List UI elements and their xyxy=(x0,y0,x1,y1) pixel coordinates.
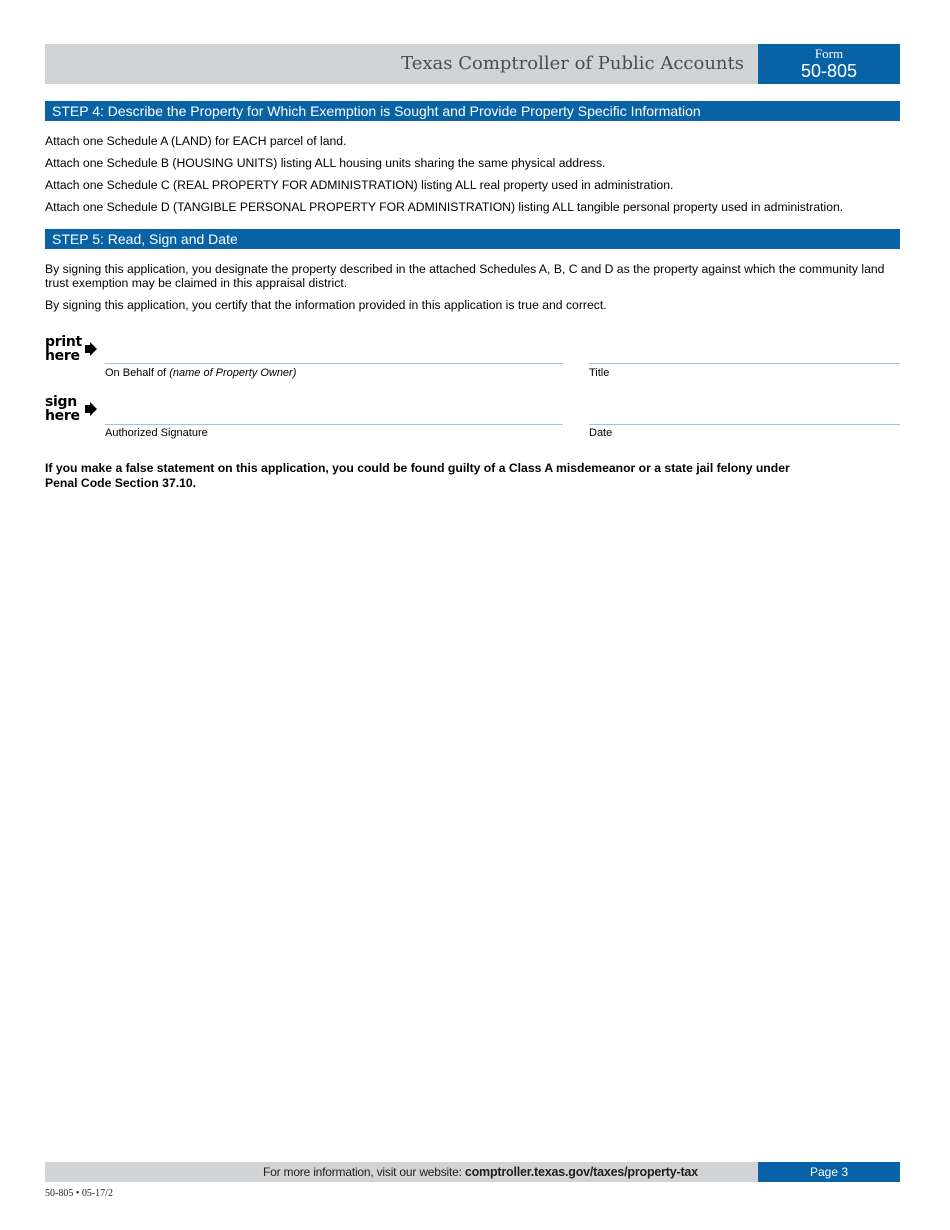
print-here-marker xyxy=(45,335,103,365)
property-owner-name-field[interactable] xyxy=(105,363,563,364)
schedule-a-instruction: Attach one Schedule A (LAND) for EACH parcel of land. xyxy=(45,134,347,148)
form-number: 50-805 xyxy=(800,61,858,81)
authorized-signature-field[interactable] xyxy=(105,424,563,425)
footer-info: For more information, visit our website: comptroller.texas.gov/taxes/property-tax xyxy=(263,1165,698,1179)
schedule-c-instruction: Attach one Schedule C (REAL PROPERTY FOR ADMINISTRATION) listing ALL real property used in administration. xyxy=(45,178,674,192)
form-number-box xyxy=(758,44,900,84)
title-label: Title xyxy=(589,367,610,379)
form-label: Form xyxy=(814,46,844,61)
page-number: Page 3 xyxy=(758,1162,900,1182)
false-statement-warning: If you make a false statement on this application, you could be found guilty of a Class A misdemeanor or a state jail felony under Penal Code Section 37.10. xyxy=(45,461,790,490)
designation-paragraph: By signing this application, you designate the property described in the attached Schedules A, B, C and D as the property against which the community land trust exemption may be claimed in this appraisal district. xyxy=(45,262,885,290)
date-label: Date xyxy=(589,427,613,439)
schedule-b-instruction: Attach one Schedule B (HOUSING UNITS) listing ALL housing units sharing the same physical address. xyxy=(45,156,606,170)
certification-paragraph: By signing this application, you certify that the information provided in this application is true and correct. xyxy=(45,298,607,312)
agency-name: Texas Comptroller of Public Accounts xyxy=(401,53,744,74)
step5-heading: STEP 5: Read, Sign and Date xyxy=(45,229,900,249)
form-revision: 50-805 • 05-17/2 xyxy=(45,1188,113,1199)
on-behalf-of-label: On Behalf of (name of Property Owner) xyxy=(105,367,297,379)
here-marker-word: here xyxy=(45,408,80,424)
schedule-d-instruction: Attach one Schedule D (TANGIBLE PERSONAL PROPERTY FOR ADMINISTRATION) listing ALL tangible personal property used in administration. xyxy=(45,200,844,214)
title-field[interactable] xyxy=(589,363,900,364)
authorized-signature-label: Authorized Signature xyxy=(105,427,208,439)
footer-bar xyxy=(45,1162,758,1182)
here-marker-word: here xyxy=(45,348,80,364)
step4-heading: STEP 4: Describe the Property for Which Exemption is Sought and Provide Property Specific Information xyxy=(45,101,900,121)
arrow-right-icon xyxy=(85,342,97,356)
website-link[interactable]: comptroller.texas.gov/taxes/property-tax xyxy=(464,1165,698,1179)
header-bar xyxy=(45,44,758,84)
date-field[interactable] xyxy=(589,424,900,425)
print-marker-word: print xyxy=(45,334,82,350)
arrow-right-icon xyxy=(85,402,97,416)
sign-here-marker xyxy=(45,395,103,425)
sign-marker-word: sign xyxy=(45,394,77,410)
